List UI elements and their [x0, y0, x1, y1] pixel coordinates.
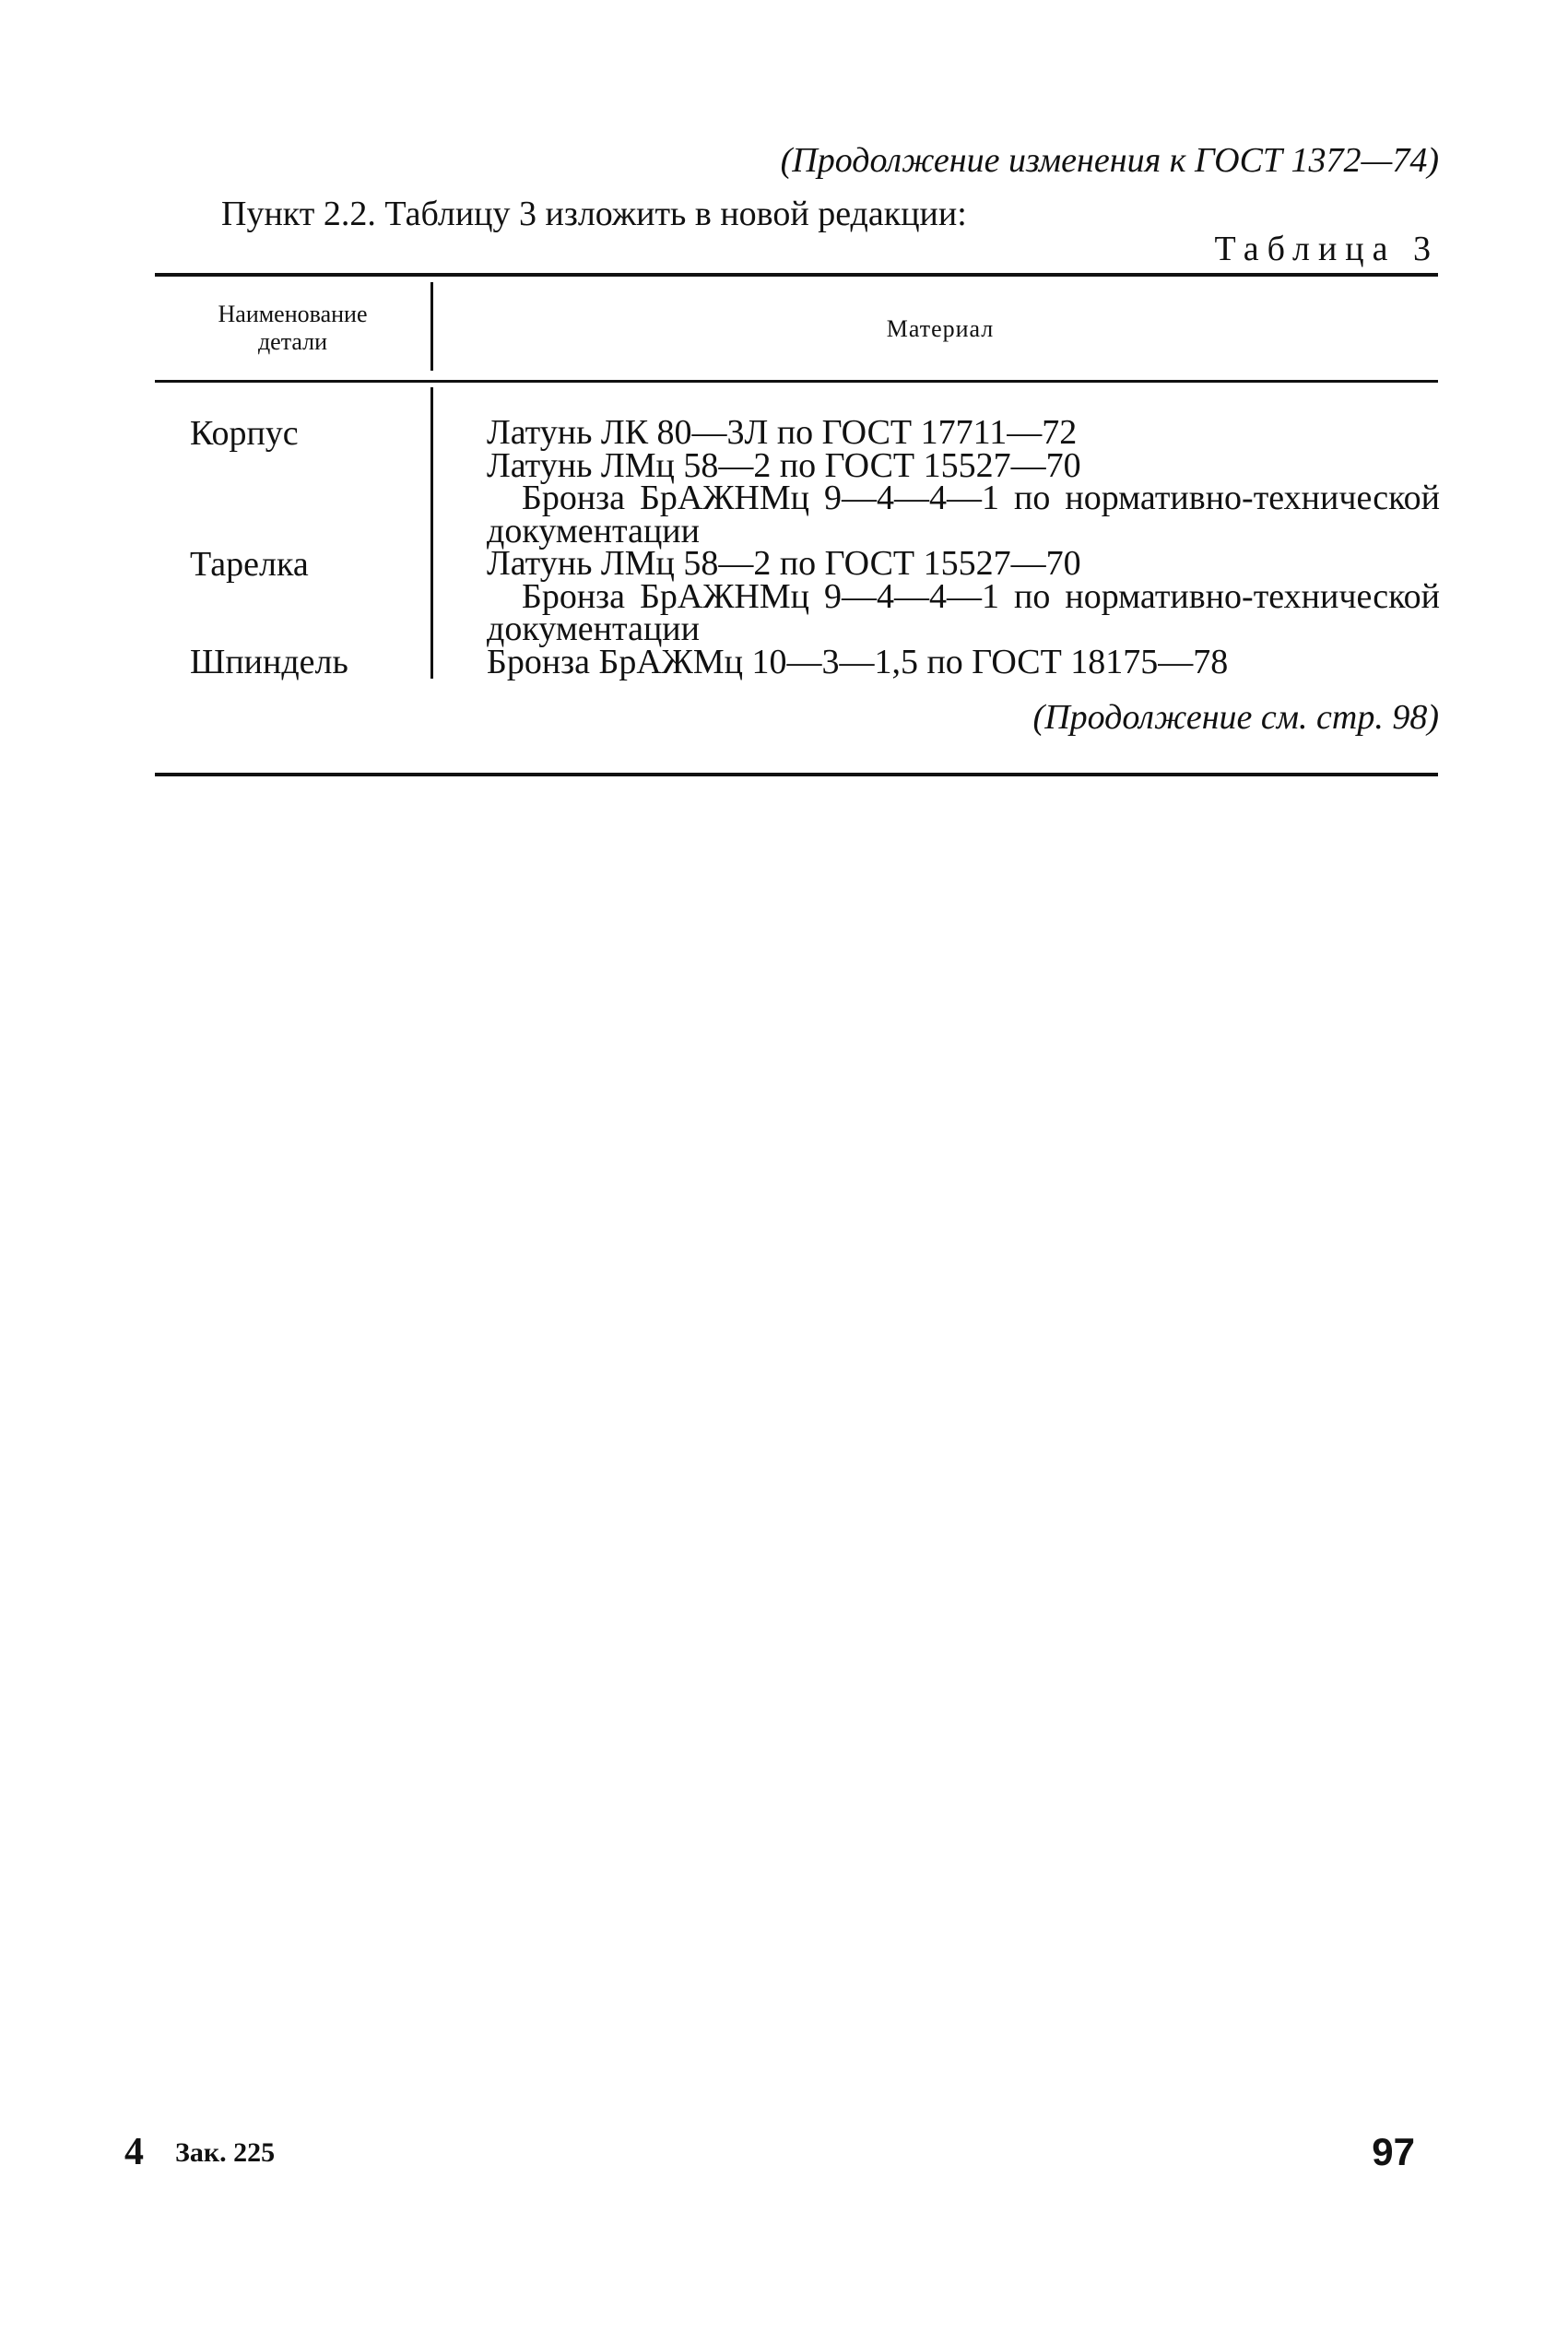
table-row-part: Тарелка	[190, 545, 309, 584]
page-number: 97	[1372, 2130, 1415, 2173]
material-line: Латунь ЛМц 58—2 по ГОСТ 15527—70	[487, 544, 1081, 583]
column-header-part-name: Наименование детали	[218, 301, 368, 355]
table-bottom-rule	[155, 773, 1438, 776]
table-header-rule	[155, 380, 1438, 383]
continuation-header: (Продолжение изменения к ГОСТ 1372—74)	[780, 141, 1439, 180]
material-line: Латунь ЛМц 58—2 по ГОСТ 15527—70	[487, 445, 1081, 485]
material-column	[452, 413, 1440, 681]
table-body-divider	[430, 387, 433, 679]
intro-paragraph: Пункт 2.2. Таблицу 3 изложить в новой редакции:	[221, 195, 967, 233]
signature-number: 4	[124, 2131, 144, 2173]
continuation-footer: (Продолжение см. стр. 98)	[1032, 698, 1439, 737]
material-line-wrapped: Бронза БрАЖНМц 9—4—4—1 по нормативно-технической документации	[487, 479, 1440, 550]
material-line-wrapped: Бронза БрАЖНМц 9—4—4—1 по нормативно-технической документации	[487, 576, 1440, 648]
table-caption: Таблица 3	[1214, 230, 1439, 268]
table-row-part: Шпиндель	[190, 643, 348, 681]
table-row-part: Корпус	[190, 414, 299, 453]
table-top-rule	[155, 273, 1438, 277]
order-number: Зак. 225	[175, 2137, 276, 2168]
column-header-material: Материал	[886, 315, 995, 342]
material-line: Латунь ЛК 80—3Л по ГОСТ 17711—72	[487, 413, 1078, 452]
material-line: Бронза БрАЖМц 10—3—1,5 по ГОСТ 18175—78	[487, 642, 1229, 681]
table-header-divider	[430, 282, 433, 371]
